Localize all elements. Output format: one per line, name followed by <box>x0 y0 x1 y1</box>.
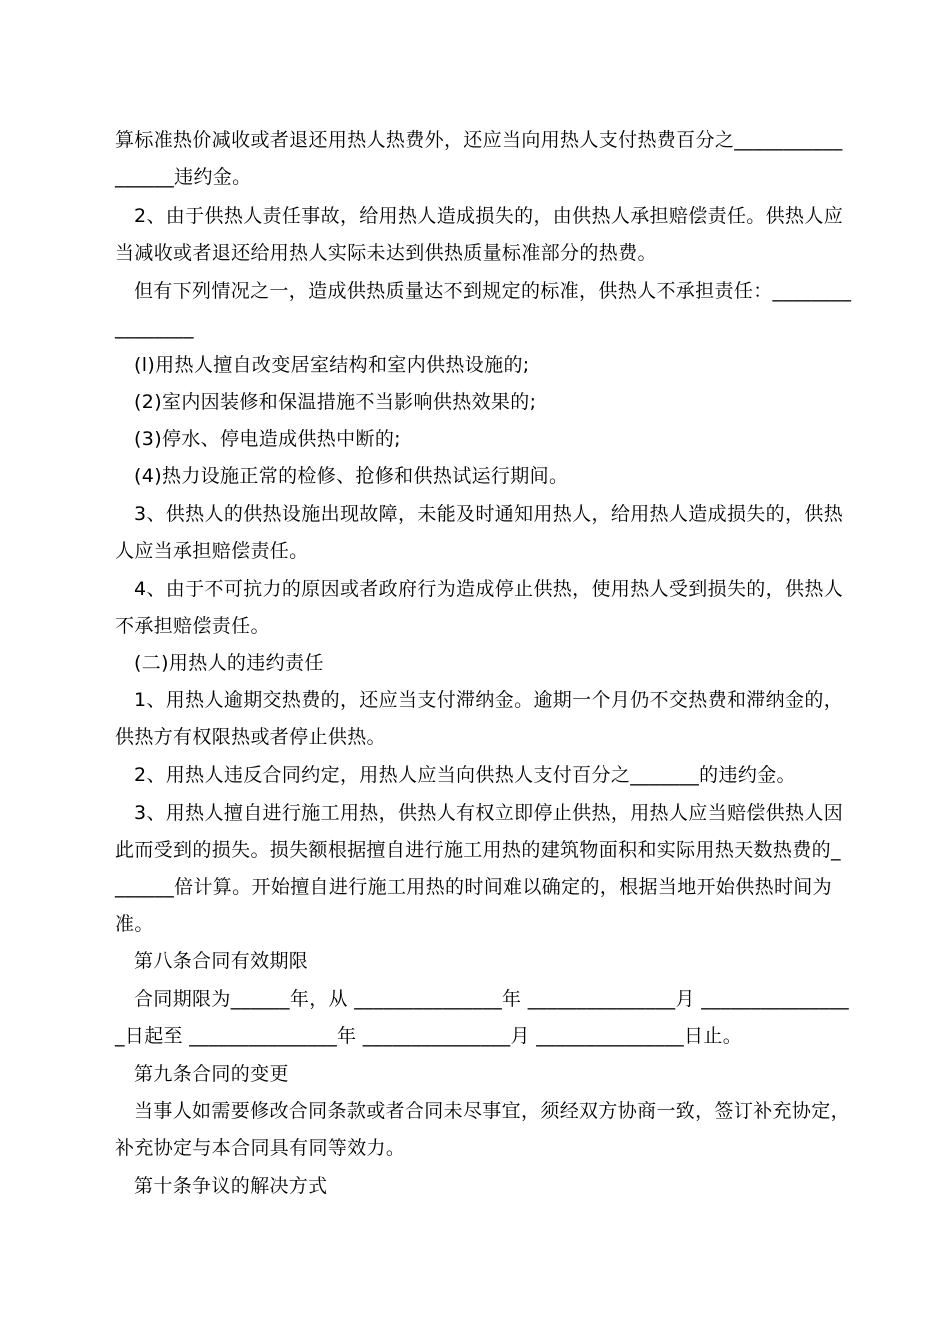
section-heading: (二)用热人的违约责任 <box>134 652 324 674</box>
list-item: (2)室内因装修和保温措施不当影响供热效果的; <box>134 391 537 413</box>
text-line: 此而受到的损失。损失额根据擅自进行施工用热的建筑物面积和实际用热天数热费的_ <box>115 839 841 861</box>
text-line: ________ <box>115 317 194 339</box>
text-line: 补充协定与本合同具有同等效力。 <box>115 1137 406 1159</box>
text-line: 算标准热价减收或者退还用热人热费外，还应当向用热人支付热费百分之___________ <box>115 129 843 151</box>
text-line: 1、用热人逾期交热费的，还应当支付滞纳金。逾期一个月仍不交热费和滞纳金的， <box>134 689 844 711</box>
text-line: 3、用热人擅自进行施工用热，供热人有权立即停止供热，用热人应当赔偿供热人因 <box>134 802 844 824</box>
text-line: 供热方有权限热或者停止供热。 <box>115 726 386 748</box>
text-line: 当减收或者退还给用热人实际未达到供热质量标准部分的热费。 <box>115 242 657 264</box>
text-line: 2、由于供热人责任事故，给用热人造成损失的，由供热人承担赔偿责任。供热人应 <box>134 205 844 227</box>
text-line: 当事人如需要修改合同条款或者合同未尽事宜，须经双方协商一致，签订补充协定， <box>134 1100 850 1122</box>
text-line: 但有下列情况之一，造成供热质量达不到规定的标准，供热人不承担责任：________ <box>134 280 852 302</box>
article-heading: 第十条争议的解决方式 <box>134 1175 328 1197</box>
text-line: 2、用热人违反合同约定，用热人应当向供热人支付百分之_______的违约金。 <box>134 764 796 786</box>
list-item: (4)热力设施正常的检修、抢修和供热试运行期间。 <box>134 465 569 487</box>
text-line: ______违约金。 <box>115 166 252 188</box>
article-heading: 第八条合同有效期限 <box>134 950 309 972</box>
text-line: 人应当承担赔偿责任。 <box>115 540 309 562</box>
text-line: 准。 <box>115 913 154 935</box>
list-item: (l)用热人擅自改变居室结构和室内供热设施的; <box>134 354 530 376</box>
text-line: 3、供热人的供热设施出现故障，未能及时通知用热人，给用热人造成损失的，供热 <box>134 503 844 525</box>
text-line: ______倍计算。开始擅自进行施工用热的时间难以确定的，根据当地开始供热时间为 <box>115 876 833 898</box>
article-heading: 第九条合同的变更 <box>134 1063 289 1085</box>
list-item: (3)停水、停电造成供热中断的; <box>134 428 401 450</box>
text-line: 不承担赔偿责任。 <box>115 615 270 637</box>
text-line: 合同期限为______年，从 _______________年 _______________月 _______________ <box>134 988 850 1010</box>
text-line: 4、由于不可抗力的原因或者政府行为造成停止供热，使用热人受到损失的，供热人 <box>134 578 844 600</box>
text-line: _日起至 _______________年 _______________月 _______________日止。 <box>115 1025 743 1047</box>
